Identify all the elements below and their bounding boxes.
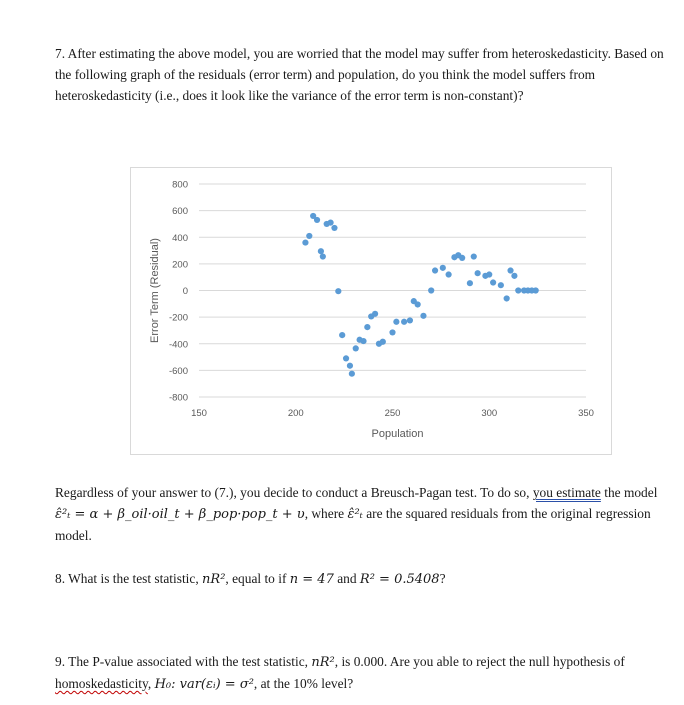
q9-homoskedasticity: homoskedasticity <box>55 676 148 691</box>
data-point <box>327 220 333 226</box>
data-point <box>331 225 337 231</box>
breusch-pagan-paragraph <box>55 482 665 546</box>
chart-canvas <box>131 168 611 454</box>
data-point <box>339 332 345 338</box>
y-tick-label: -600 <box>168 365 188 377</box>
data-point <box>349 371 355 377</box>
data-point <box>415 301 421 307</box>
data-point <box>347 363 353 369</box>
y-tick-label: -200 <box>168 312 188 324</box>
data-point <box>511 273 517 279</box>
data-point <box>490 279 496 285</box>
q8-mid: , equal to if <box>225 571 287 586</box>
data-point <box>440 265 446 271</box>
data-point <box>515 287 521 293</box>
data-point <box>486 271 492 277</box>
x-axis-title: Population <box>371 428 424 440</box>
q8-pre: 8. What is the test statistic, <box>55 571 199 586</box>
question-7-text: 7. After estimating the above model, you are worried that the model may suffer from heteroskedasticity. Based on the following graph of the residuals (error term) and population, do you think the model suffers from heteroskedasticity (i.e., does it look like the variance of the error term is non-constant)? <box>55 46 664 103</box>
question-8-text <box>55 568 665 590</box>
data-point <box>459 255 465 261</box>
q9-mid: , is 0.000. Are you able to reject the null hypothesis of <box>334 654 625 669</box>
data-point <box>407 317 413 323</box>
y-tick-label: 200 <box>172 259 188 271</box>
q8-end: ? <box>439 571 446 586</box>
q9-pre: 9. The P-value associated with the test statistic, <box>55 654 309 669</box>
q8-r2: R² = 0.5408 <box>359 572 440 587</box>
data-point <box>302 239 308 245</box>
data-point <box>343 355 349 361</box>
data-point <box>432 267 438 273</box>
data-point <box>353 345 359 351</box>
data-point <box>420 313 426 319</box>
x-tick-label: 300 <box>481 408 498 419</box>
x-tick-label: 250 <box>384 408 401 419</box>
y-tick-label: 0 <box>182 286 188 297</box>
data-point <box>504 295 510 301</box>
x-tick-label: 150 <box>191 408 207 419</box>
data-point <box>335 288 341 294</box>
bp-tail: are the squared residuals from the original regression model. <box>55 506 651 543</box>
q8-and: and <box>337 571 357 586</box>
y-tick-label: -400 <box>168 339 188 351</box>
bp-where: , where <box>304 506 345 521</box>
residual-scatter-chart <box>130 167 612 455</box>
data-point <box>389 329 395 335</box>
data-point <box>318 248 324 254</box>
bp-intro: Regardless of your answer to (7.), you decide to conduct a Breusch-Pagan test. To do so, <box>55 485 530 500</box>
data-point <box>471 253 477 259</box>
q8-stat: nR² <box>202 572 226 587</box>
y-tick-label: 400 <box>172 232 188 244</box>
data-point <box>372 311 378 317</box>
q8-n: n = 47 <box>289 572 334 587</box>
data-point <box>306 233 312 239</box>
data-point <box>364 324 370 330</box>
data-point <box>446 271 452 277</box>
bp-equation: ε̂²ₜ = α + β_oil·oil_t + β_pop·pop_t + υ <box>55 507 305 522</box>
q9-stat: nR² <box>311 655 335 670</box>
data-point <box>428 287 434 293</box>
data-point <box>401 319 407 325</box>
bp-you-estimate: you estimate <box>532 485 601 500</box>
data-point <box>380 339 386 345</box>
y-tick-label: 800 <box>172 179 188 191</box>
q9-end: , at the 10% level? <box>253 676 354 691</box>
data-point <box>393 319 399 325</box>
x-tick-label: 200 <box>287 408 304 419</box>
y-axis-title: Error Term (Residual) <box>149 238 161 343</box>
data-point <box>475 270 481 276</box>
data-point <box>533 287 539 293</box>
y-tick-label: -800 <box>168 392 188 404</box>
data-point <box>467 280 473 286</box>
data-point <box>360 338 366 344</box>
y-tick-label: 600 <box>172 206 188 218</box>
bp-eps-squared: ε̂²ₜ <box>347 507 363 522</box>
bp-model-pre: the model <box>604 485 658 500</box>
data-point <box>320 253 326 259</box>
x-tick-label: 350 <box>578 408 594 419</box>
q9-h0: H₀: var(εᵢ) = σ² <box>154 677 254 692</box>
data-point <box>314 217 320 223</box>
question-9-text: 9. The P-value associated with the test statistic, nR², is 0.000. Are you able to reject the null hypothesis of homoskedasticity, H₀: var(εᵢ) = σ², at the 10% level? <box>55 654 625 692</box>
data-point <box>498 282 504 288</box>
data-point <box>507 267 513 273</box>
